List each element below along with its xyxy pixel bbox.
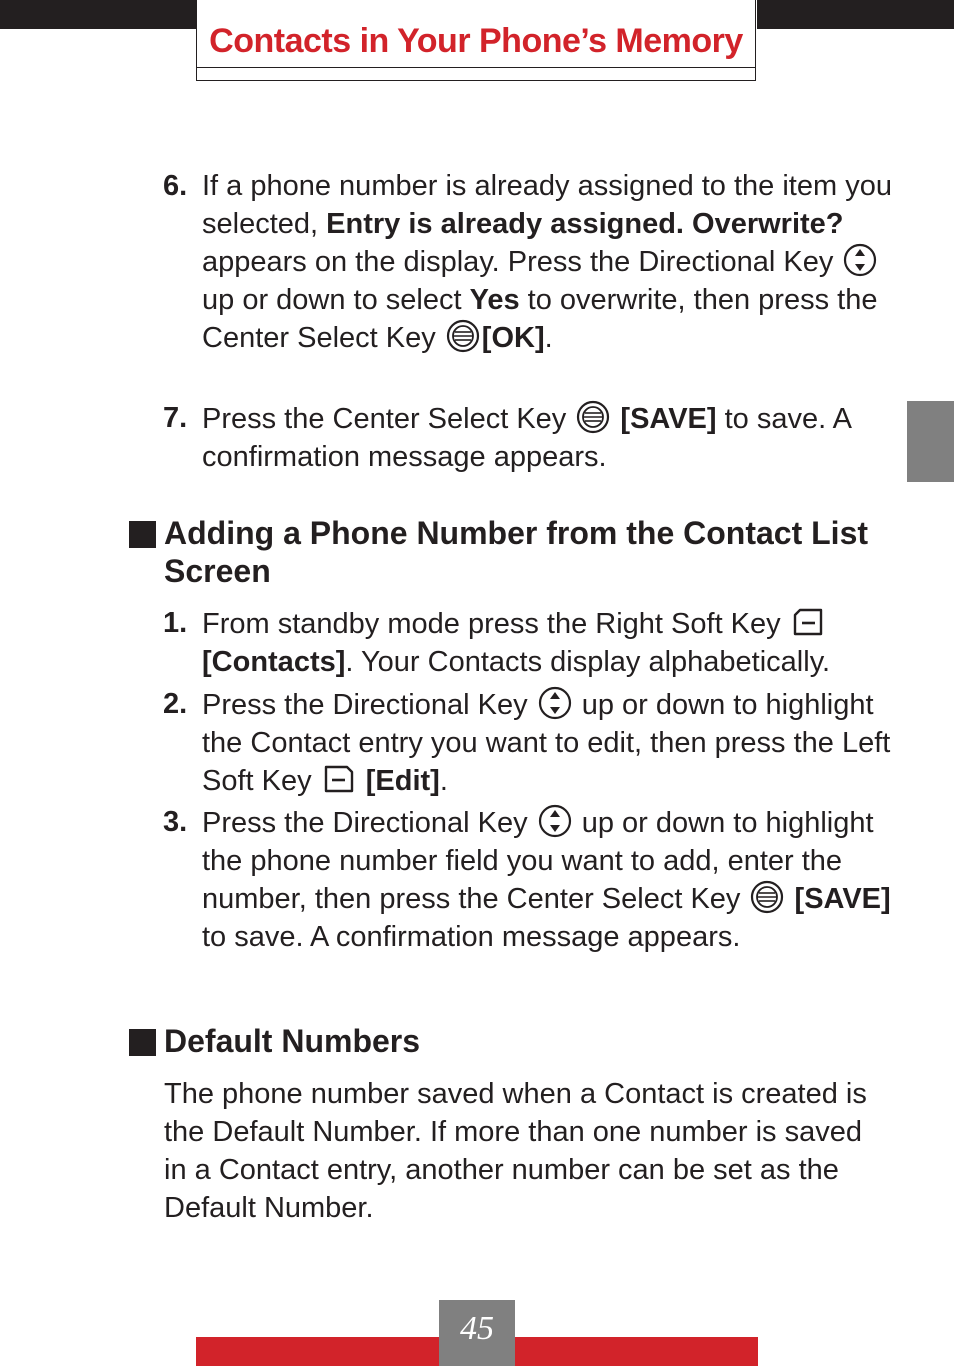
step-text [202,686,893,801]
text-run: Press the Directional Key [202,807,536,839]
step-number: 2. [163,688,188,720]
bold-key-label: [SAVE] [620,403,717,435]
center-select-key-icon [576,400,610,434]
text-run: . Your Contacts display alphabetically. [345,645,831,678]
text-run: appears on the display. Press the Directional Key [202,246,842,279]
text-run: From standby mode press the Right Soft Key [202,608,789,640]
bullet-square-icon [129,1029,156,1056]
header-bar-left [0,0,197,29]
text-run: If a phone number is already assigned to the item you selected, [202,170,892,240]
step-text [202,804,893,956]
step-text [202,168,893,358]
step-3 [163,804,893,956]
bold-option: Yes [469,283,520,316]
page-number-box [439,1300,515,1366]
directional-key-icon [538,686,572,720]
chapter-title: Contacts in Your Phone’s Memory [209,22,743,60]
section-heading-default-numbers [127,1022,887,1060]
chapter-title-box [196,0,756,81]
text-run: to overwrite, then press the Center Select Key [202,283,878,355]
bold-key-label: [OK] [481,322,545,355]
text-run: Press the Center Select Key [202,403,575,435]
section-heading-adding-number [127,514,887,590]
bullet-square-icon [129,521,156,548]
center-select-key-icon [446,319,480,353]
directional-key-icon [538,804,572,838]
text-run: up or down to select [202,283,470,316]
bold-message: Entry is already assigned. Overwrite? [326,207,844,240]
title-underline [197,67,755,68]
text-run: . [544,322,553,355]
text-run: . [439,765,448,798]
bold-key-label: [SAVE] [794,883,891,916]
text-run: Press the Directional Key [202,689,536,721]
default-numbers-paragraph: The phone number saved when a Contact is created is the Default Number. If more than one number is saved in a Contact entry, another number can be set as the Default Number. [164,1078,867,1224]
text-run: to save. A confirmation message appears. [202,403,851,473]
step-number: 6. [163,170,188,202]
bold-key-label: [Contacts] [202,645,346,678]
text-run: to save. A confirmation message appears. [202,920,741,953]
step-6 [163,168,893,358]
step-2 [163,686,893,801]
text-run: up or down to highlight the phone number field you want to add, enter the number, then press the Center Select Key [202,807,874,916]
step-text [202,400,893,476]
step-number: 1. [163,607,188,639]
page-number: 45 [460,1310,494,1347]
step-7 [163,400,893,476]
step-number: 7. [163,402,188,434]
bold-key-label: [Edit] [365,765,440,798]
header-bar-right [757,0,954,29]
text-run: up or down to highlight the Contact entry you want to edit, then press the Left Soft Key [202,689,891,798]
step-1 [163,605,893,681]
step-number: 3. [163,806,188,838]
right-soft-key-icon [791,605,825,639]
left-soft-key-icon [322,762,356,796]
section-heading-text: Default Numbers [164,1023,421,1059]
center-select-key-icon [750,880,784,914]
step-text [202,605,893,681]
section-heading-text: Adding a Phone Number from the Contact List Screen [164,515,869,589]
directional-key-icon [843,243,877,277]
chapter-side-tab [907,401,954,482]
